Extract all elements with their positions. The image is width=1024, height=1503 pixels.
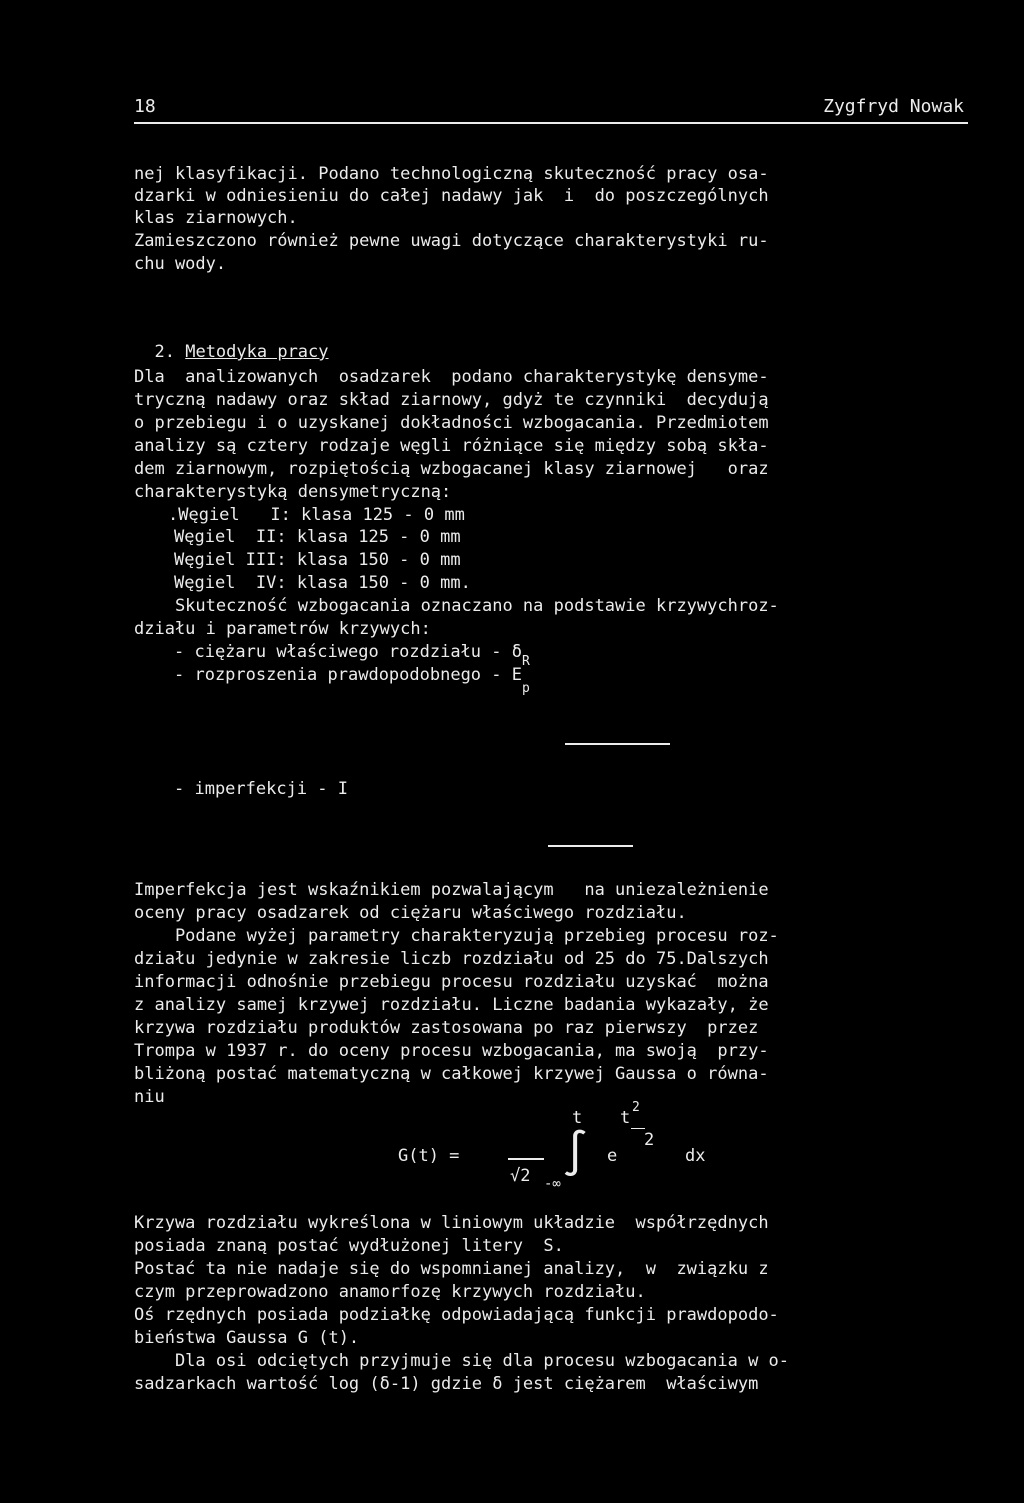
running-author: Zygfryd Nowak xyxy=(823,96,964,117)
text-line: chu wody. xyxy=(134,254,227,274)
exponent-bar xyxy=(631,1128,645,1129)
text-line: bliżoną postać matematyczną w całkowej krzywej Gaussa o równa- xyxy=(134,1064,769,1084)
integral-sign: ∫ xyxy=(562,1128,589,1179)
text-line: tryczną nadawy oraz skład ziarnowy, gdyż te czynniki decydują xyxy=(134,390,769,410)
formula-numerator: t xyxy=(572,1108,583,1128)
text-line: Trompa w 1937 r. do oceny procesu wzbogacania, ma swoją przy- xyxy=(134,1041,769,1061)
text-line: dzarki w odniesieniu do całej nadawy jak i do poszczególnych xyxy=(134,186,769,206)
text-line: posiada znaną postać wydłużonej litery S. xyxy=(134,1236,564,1256)
differential: dx xyxy=(685,1146,706,1166)
param-imperfection: - imperfekcji - I xyxy=(174,779,348,799)
list-item: Węgiel III: klasa 150 - 0 mm xyxy=(174,550,461,570)
text-line: o przebiegu i o uzyskanej dokładności wzbogacania. Przedmiotem xyxy=(134,413,769,433)
divider xyxy=(548,845,633,847)
exponent-numerator: t xyxy=(620,1108,631,1128)
text-line: Podane wyżej parametry charakteryzują przebieg procesu roz- xyxy=(134,926,779,946)
fraction-bar xyxy=(508,1158,544,1160)
text-line: działu i parametrów krzywych: xyxy=(134,619,431,639)
lower-limit: -∞ xyxy=(544,1176,561,1192)
text-line: informacji odnośnie przebiegu procesu rozdziału uzyskać można xyxy=(134,972,769,992)
section-title: Metodyka pracy xyxy=(185,342,329,362)
text-line: działu jedynie w zakresie liczb rozdziału od 25 do 75.Dalszych xyxy=(134,949,769,969)
text-line: Zamieszczono również pewne uwagi dotyczące charakterystyki ru- xyxy=(134,231,769,251)
text-line: czym przeprowadzono anamorfozę krzywych rozdziału. xyxy=(134,1282,646,1302)
param-probable-error: - rozproszenia prawdopodobnego - $E_p$ xyxy=(174,665,530,696)
text-line: Imperfekcja jest wskaźnikiem pozwalającym na uniezależnienie xyxy=(134,880,769,900)
page-number: 18 xyxy=(134,96,156,117)
formula-sqrt: √2 xyxy=(510,1166,531,1186)
exponent-denominator: 2 xyxy=(644,1130,655,1150)
text-line: charakterystyką densymetryczną: xyxy=(134,482,452,502)
list-item: .Węgiel I: klasa 125 - 0 mm xyxy=(168,505,465,525)
text-line: sadzarkach wartość log (δ-1) gdzie δ jest ciężarem właściwym xyxy=(134,1374,759,1394)
param-density: - ciężaru właściwego rozdziału - $\delta_R$ xyxy=(174,642,530,669)
text-line: Krzywa rozdziału wykreślona w liniowym układzie współrzędnych xyxy=(134,1213,769,1233)
text-line: Dla analizowanych osadzarek podano charakterystykę densyme- xyxy=(134,367,769,387)
text-line: Dla osi odciętych przyjmuje się dla procesu wzbogacania w o- xyxy=(134,1351,790,1371)
text-line: klas ziarnowych. xyxy=(134,208,298,228)
exponent-square: 2 xyxy=(632,1100,640,1115)
text-line: Skuteczność wzbogacania oznaczano na podstawie krzywychroz- xyxy=(134,596,779,616)
text-line: oceny pracy osadzarek od ciężaru właściwego rozdziału. xyxy=(134,903,687,923)
text-line: nej klasyfikacji. Podano technologiczną skuteczność pracy osa- xyxy=(134,164,769,184)
divider xyxy=(565,743,670,745)
text-line: analizy są cztery rodzaje węgli różniące się między sobą skła- xyxy=(134,436,769,456)
text-line: dem ziarnowym, rozpiętością wzbogacanej klasy ziarnowej oraz xyxy=(134,459,769,479)
text-line: Postać ta nie nadaje się do wspomnianej analizy, w związku z xyxy=(134,1259,769,1279)
text-line: bieństwa Gaussa G (t). xyxy=(134,1328,360,1348)
text-line: z analizy samej krzywej rozdziału. Liczne badania wykazały, że xyxy=(134,995,769,1015)
section-number: 2. xyxy=(154,342,175,362)
formula-lhs: G(t) = xyxy=(398,1146,460,1166)
text-line: niu xyxy=(134,1087,165,1107)
section-heading xyxy=(134,322,329,362)
text-line: Oś rzędnych posiada podziałkę odpowiadającą funkcji prawdopodo- xyxy=(134,1305,779,1325)
list-item: Węgiel IV: klasa 150 - 0 mm. xyxy=(174,573,471,593)
list-item: Węgiel II: klasa 125 - 0 mm xyxy=(174,527,461,547)
exponential-base: e xyxy=(607,1146,618,1166)
page-header xyxy=(134,96,968,124)
text-line: krzywa rozdziału produktów zastosowana po raz pierwszy przez xyxy=(134,1018,759,1038)
